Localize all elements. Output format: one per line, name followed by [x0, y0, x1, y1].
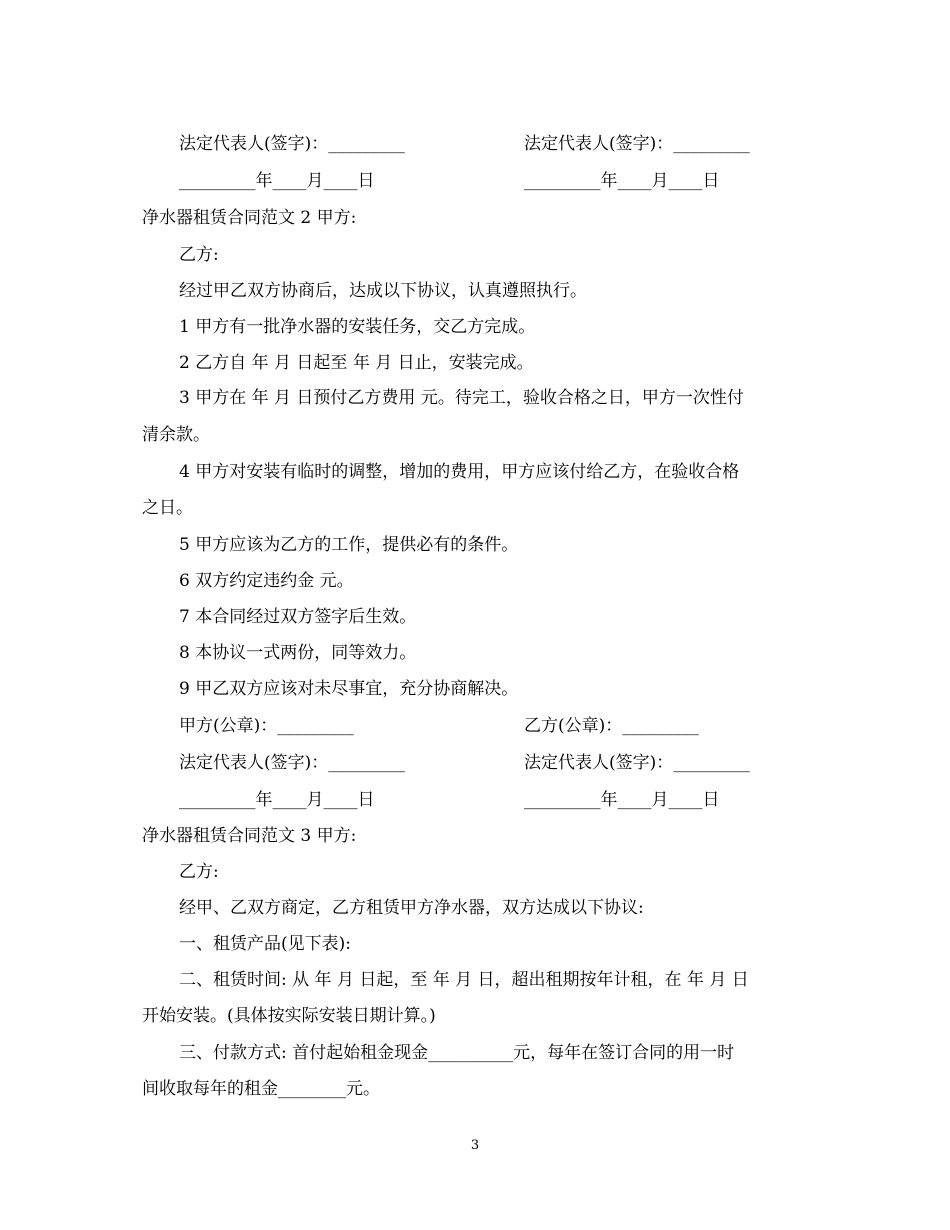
- page-number: 3: [470, 1138, 480, 1153]
- party-b-date-1: _________年____月____日: [524, 171, 720, 191]
- clause-5: 5 甲方应该为乙方的工作，提供必有的条件。: [179, 535, 519, 555]
- clause-4: 4 甲方对安装有临时的调整，增加的费用，甲方应该付给乙方，在验收合格: [179, 462, 740, 482]
- party-b-line-3: 乙方:: [179, 862, 219, 882]
- section-heading-3: 净水器租赁合同范文 3 甲方:: [142, 826, 357, 846]
- item-rental-products: 一、租赁产品(见下表):: [179, 934, 351, 954]
- party-a-date-2: _________年____月____日: [179, 790, 375, 810]
- clause-9: 9 甲乙双方应该对未尽事宜，充分协商解决。: [179, 679, 519, 699]
- item-payment-method: 三、付款方式: 首付起始租金现金__________元，每年在签订合同的用一时: [179, 1043, 735, 1063]
- party-b-legal-rep-signature-2: 法定代表人(签字)：_________: [524, 753, 750, 773]
- clause-7: 7 本合同经过双方签字后生效。: [179, 607, 417, 627]
- party-b-line-2: 乙方:: [179, 245, 219, 265]
- party-a-legal-rep-signature-2: 法定代表人(签字)：_________: [179, 753, 405, 773]
- clause-6: 6 双方约定违约金 元。: [179, 571, 354, 591]
- item-rental-period-continued: 开始安装。(具体按实际安装日期计算。): [142, 1006, 436, 1026]
- party-b-seal: 乙方(公章)：_________: [524, 716, 699, 736]
- clause-2: 2 乙方自 年 月 日起至 年 月 日止，安装完成。: [179, 353, 534, 373]
- party-b-legal-rep-signature-1: 法定代表人(签字)：_________: [524, 134, 750, 154]
- clause-1: 1 甲方有一批净水器的安装任务，交乙方完成。: [179, 317, 536, 337]
- paragraph-intro-3: 经甲、乙双方商定，乙方租赁甲方净水器，双方达成以下协议:: [179, 898, 644, 918]
- clause-4-continued: 之日。: [142, 498, 193, 518]
- party-a-legal-rep-signature-1: 法定代表人(签字)：_________: [179, 134, 405, 154]
- section-heading-2: 净水器租赁合同范文 2 甲方:: [142, 208, 357, 228]
- clause-3-continued: 清余款。: [142, 425, 210, 445]
- party-a-date-1: _________年____月____日: [179, 171, 375, 191]
- party-b-date-2: _________年____月____日: [524, 790, 720, 810]
- item-payment-method-continued: 间收取每年的租金________元。: [142, 1079, 380, 1099]
- clause-8: 8 本协议一式两份，同等效力。: [179, 643, 417, 663]
- party-a-seal: 甲方(公章)：_________: [179, 716, 354, 736]
- clause-3: 3 甲方在 年 月 日预付乙方费用 元。待完工，验收合格之日，甲方一次性付: [179, 388, 744, 408]
- item-rental-period: 二、租赁时间: 从 年 月 日起，至 年 月 日，超出租期按年计租，在 年 月 日: [179, 970, 749, 990]
- paragraph-intro-2: 经过甲乙双方协商后，达成以下协议，认真遵照执行。: [179, 281, 587, 301]
